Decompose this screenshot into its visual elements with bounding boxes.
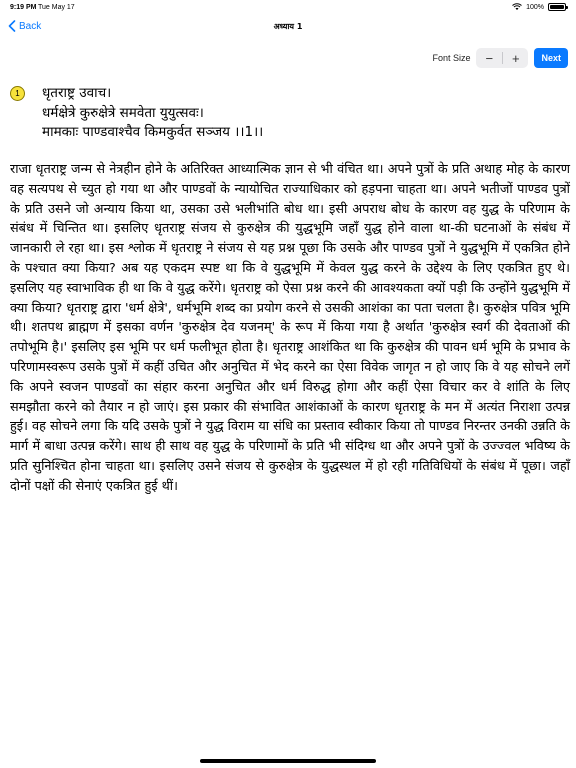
verse-number-badge: 1 <box>10 86 25 101</box>
back-label: Back <box>19 20 42 32</box>
font-size-stepper <box>476 48 528 68</box>
battery-percent: 100% <box>526 3 544 11</box>
status-date: Tue May 17 <box>38 4 75 11</box>
navigation-bar <box>0 16 576 40</box>
battery-icon <box>548 3 566 11</box>
home-indicator <box>200 759 376 763</box>
status-time: 9:19 PM <box>10 4 37 11</box>
verse-text <box>42 84 263 143</box>
font-controls <box>432 48 568 68</box>
wifi-icon <box>512 3 522 11</box>
page-title: अध्याय 1 <box>273 22 303 31</box>
font-size-label: Font Size <box>432 53 471 63</box>
status-indicators <box>512 3 566 11</box>
decrease-font-button[interactable]: − <box>485 50 494 66</box>
verse-line: धृतराष्ट्र उवाच। <box>42 85 112 101</box>
commentary-text: राजा धृतराष्ट्र जन्म से नेत्रहीन होने के अतिरिक्त आध्यात्मिक ज्ञान से भी वंचित था। अपने पुत्रों के प्रति अथाह मोह के कारण वह सत्यपथ से च्युत हो गया था और पाण्डवों के न्यायोचित राज्याधिकार को हड़पना चाहता था। अपने भतीजों पाण्डव पुत्रों के प्रति उसने जो अन्याय किया था, उसका उसे भलीभांति बोध था। इसी अपराध बोध के कारण वह युद्ध के परिणाम के संबंध में चिन्तित था। इसलिए धृतराष्ट्र संजय से कुरुक्षेत्र की युद्धभूमि जहाँ युद्ध होने वाला था-की घटनाओं के संबंध में जानकारी ले रहा था। इस श्लोक में धृतराष्ट्र ने संजय से यह प्रश्न पूछा कि उसके और पाण्डव पुत्रों ने युद्धभूमि में एकत्रित होने के पश्चात क्या किया? अब यह एकदम स्पष्ट था कि वे युद्धभूमि में केवल युद्ध करने के उद्देश्य के लिए एकत्रित हुए थे। इसलिए यह स्वाभाविक ही था कि वे युद्ध करेंगे। धृतराष्ट्र को ऐसा प्रश्न करने की आवश्यकता क्यों पड़ी कि उन्होंने युद्धभूमि में क्या किया? धृतराष्ट्र द्वारा 'धर्म क्षेत्रे', धर्मभूमि शब्द का प्रयोग करने से उसकी आशंका का पता चलता है। कुरुक्षेत्र पवित्र भूमि थी। शतपथ ब्राह्मण में इसका वर्णन 'कुरुक्षेत्र देव यजनम्' के रूप में किया गया है अर्थात 'कुरुक्षेत्र स्वर्ग की देवताओं की तपोभूमि है।' इसलिए इस भूमि पर धर्म फलीभूत होता है। धृतराष्ट्र आशंकित था कि कुरुक्षेत्र की पावन धर्म भूमि के प्रभाव के परिणामस्वरूप उसके पुत्रों में कहीं उचित और अनुचित में भेद करने का ऐसा विवेक जागृत न हो जाए कि वे यह सोचने लगें कि अपने स्वजन पाण्डवों का संहार करना अनुचित और धर्म विरुद्ध होगा और कहीं ऐसा विचार कर वे शांति के लिए समझौता करने को तैयार न हो जाएं। इस प्रकार की संभावित आशंकाओं के कारण धृतराष्ट्र के मन में अत्यंत निराशा उत्पन्न हुई। वह सोचने लगा कि यदि उसके पुत्रों ने युद्ध विराम या संधि का प्रस्ताव स्वीकार किया तो पाण्डव निरन्तर उनकी उन्नति के मार्ग में बाधा उत्पन्न करेंगे। साथ ही साथ वह युद्ध के परिणामों के प्रति भी संदिग्ध था और अपने पुत्रों के उज्ज्वल भविष्य के प्रति सुनिश्चित होना चाहता था। इसलिए उसने संजय से कुरुक्षेत्र के युद्धस्थल में हो रही गतिविधियों के संबंध में पूछा। जहाँ दोनों पक्षों की सेनाएं एकत्रित हुई थीं। <box>10 162 570 494</box>
next-button[interactable]: Next <box>534 48 568 68</box>
verse-line: धर्मक्षेत्रे कुरुक्षेत्रे समवेता युयुत्सवः। <box>42 104 204 121</box>
status-bar <box>0 0 576 16</box>
verse-line: मामकाः पाण्डवाश्चैव किमकुर्वत सञ्जय ।।1।। <box>42 124 264 140</box>
increase-font-button[interactable]: + <box>511 50 520 66</box>
